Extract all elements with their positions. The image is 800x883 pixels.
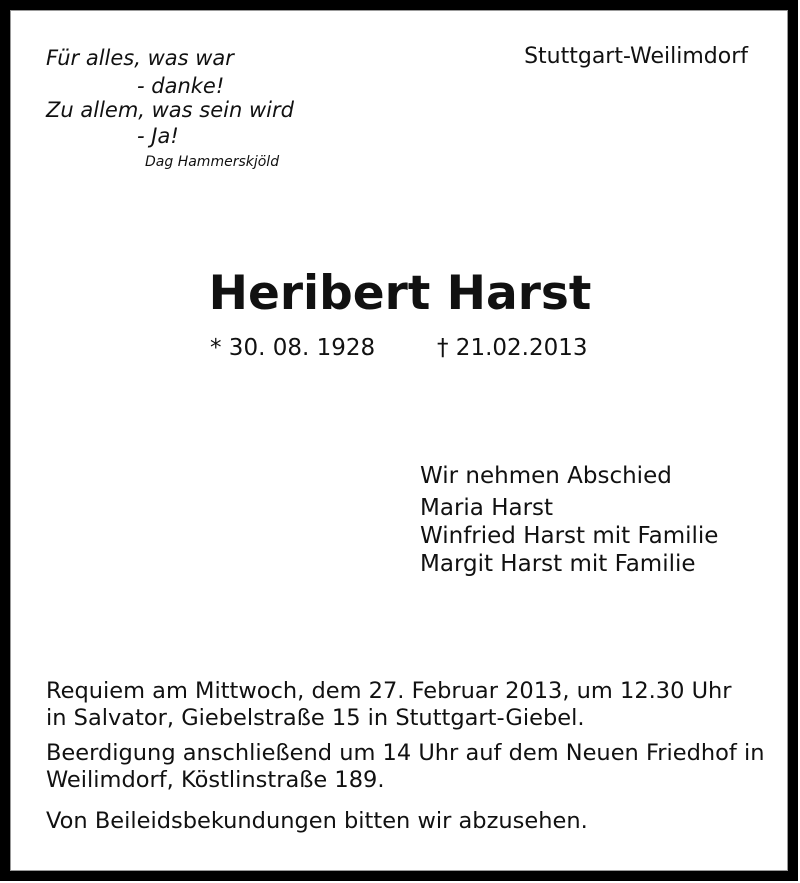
requiem-line-1: Requiem am Mittwoch, dem 27. Februar 2013, um 12.30 Uhr <box>46 678 732 704</box>
deceased-name: Heribert Harst <box>208 266 592 321</box>
burial-line-1: Beerdigung anschließend um 14 Uhr auf dem Neuen Friedhof in <box>46 740 765 766</box>
mourner-line-1: Wir nehmen Abschied <box>420 463 672 489</box>
birth-date: * 30. 08. 1928 <box>210 335 376 361</box>
condolences-note: Von Beileidsbekundungen bitten wir abzusehen. <box>46 808 588 834</box>
quote-line-2: - danke! <box>137 74 225 98</box>
quote-line-3: Zu allem, was sein wird <box>46 98 294 122</box>
quote-line-4: - Ja! <box>137 124 179 148</box>
mourner-line-4: Margit Harst mit Familie <box>420 551 696 577</box>
quote-line-1: Für alles, was war <box>46 46 234 70</box>
mourner-line-2: Maria Harst <box>420 495 554 521</box>
mourner-line-3: Winfried Harst mit Familie <box>420 523 719 549</box>
requiem-line-2: in Salvator, Giebelstraße 15 in Stuttgart-Giebel. <box>46 705 585 731</box>
place-name: Stuttgart-Weilimdorf <box>524 44 748 69</box>
quote-author: Dag Hammerskjöld <box>145 154 280 170</box>
death-date: † 21.02.2013 <box>437 335 588 361</box>
burial-line-2: Weilimdorf, Köstlinstraße 189. <box>46 767 385 793</box>
